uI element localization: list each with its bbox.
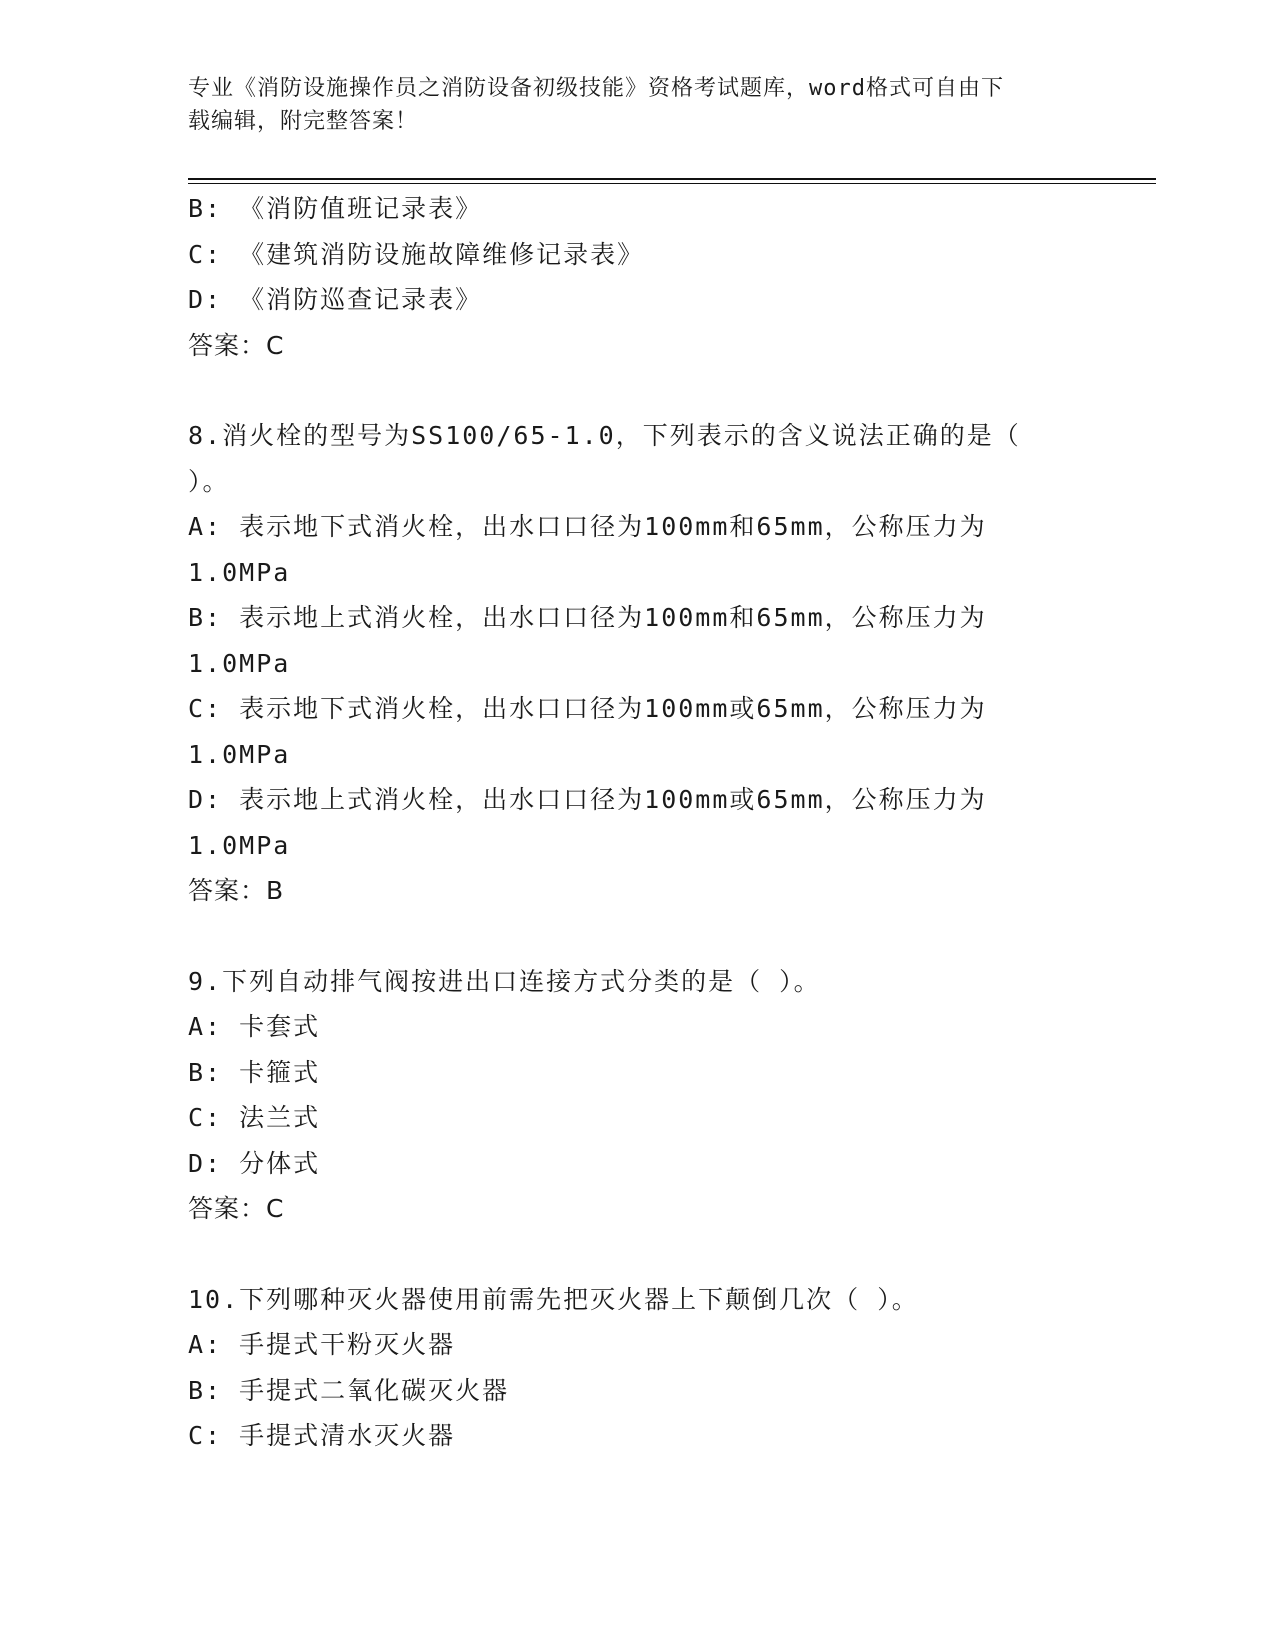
- option-c-cont: 1.0MPa: [188, 739, 291, 769]
- spacer: [188, 1232, 1088, 1277]
- question-stem: 10.下列哪种灭火器使用前需先把灭火器上下颠倒几次（ ）。: [188, 1284, 919, 1314]
- question-10: [188, 1277, 1088, 1459]
- question-stem: 9.下列自动排气阀按进出口连接方式分类的是（ ）。: [188, 966, 821, 996]
- option-d: D: 表示地上式消火栓，出水口口径为100mm或65mm，公称压力为: [188, 785, 987, 814]
- option-c: C: 表示地下式消火栓，出水口口径为100mm或65mm，公称压力为: [188, 694, 987, 723]
- question-stem-cont: ）。: [188, 466, 230, 496]
- spacer: [188, 914, 1088, 959]
- option-c: C: 《建筑消防设施故障维修记录表》: [188, 239, 645, 269]
- answer: 答案：B: [188, 876, 285, 905]
- option-a: A: 表示地下式消火栓，出水口口径为100mm和65mm，公称压力为: [188, 512, 987, 541]
- option-c: C: 法兰式: [188, 1103, 321, 1132]
- document-header: [188, 72, 1068, 138]
- question-stem: 8.消火栓的型号为SS100/65-1.0，下列表示的含义说法正确的是（: [188, 421, 1021, 450]
- question-7-tail: [188, 186, 1088, 368]
- header-rule-thin: [188, 183, 1156, 184]
- question-8: [188, 413, 1088, 914]
- answer: 答案：C: [188, 330, 285, 360]
- header-line-2: 载编辑，附完整答案！: [188, 109, 419, 134]
- option-d-cont: 1.0MPa: [188, 830, 291, 860]
- option-b: B: 《消防值班记录表》: [188, 194, 483, 223]
- header-rule-thick: [188, 178, 1156, 180]
- option-a: A: 手提式干粉灭火器: [188, 1330, 456, 1359]
- option-b-cont: 1.0MPa: [188, 648, 291, 678]
- answer: 答案：C: [188, 1194, 285, 1223]
- option-d: D: 《消防巡查记录表》: [188, 285, 483, 314]
- option-a: A: 卡套式: [188, 1012, 321, 1041]
- spacer: [188, 368, 1088, 413]
- option-d: D: 分体式: [188, 1148, 321, 1178]
- option-b: B: 表示地上式消火栓，出水口口径为100mm和65mm，公称压力为: [188, 603, 987, 632]
- option-c: C: 手提式清水灭火器: [188, 1421, 456, 1450]
- header-line-1: 专业《消防设施操作员之消防设备初级技能》资格考试题库，word格式可自由下: [188, 76, 1004, 101]
- option-b: B: 手提式二氧化碳灭火器: [188, 1375, 510, 1405]
- question-list: [188, 186, 1088, 1459]
- question-9: [188, 959, 1088, 1232]
- option-b: B: 卡箍式: [188, 1057, 321, 1087]
- option-a-cont: 1.0MPa: [188, 557, 291, 587]
